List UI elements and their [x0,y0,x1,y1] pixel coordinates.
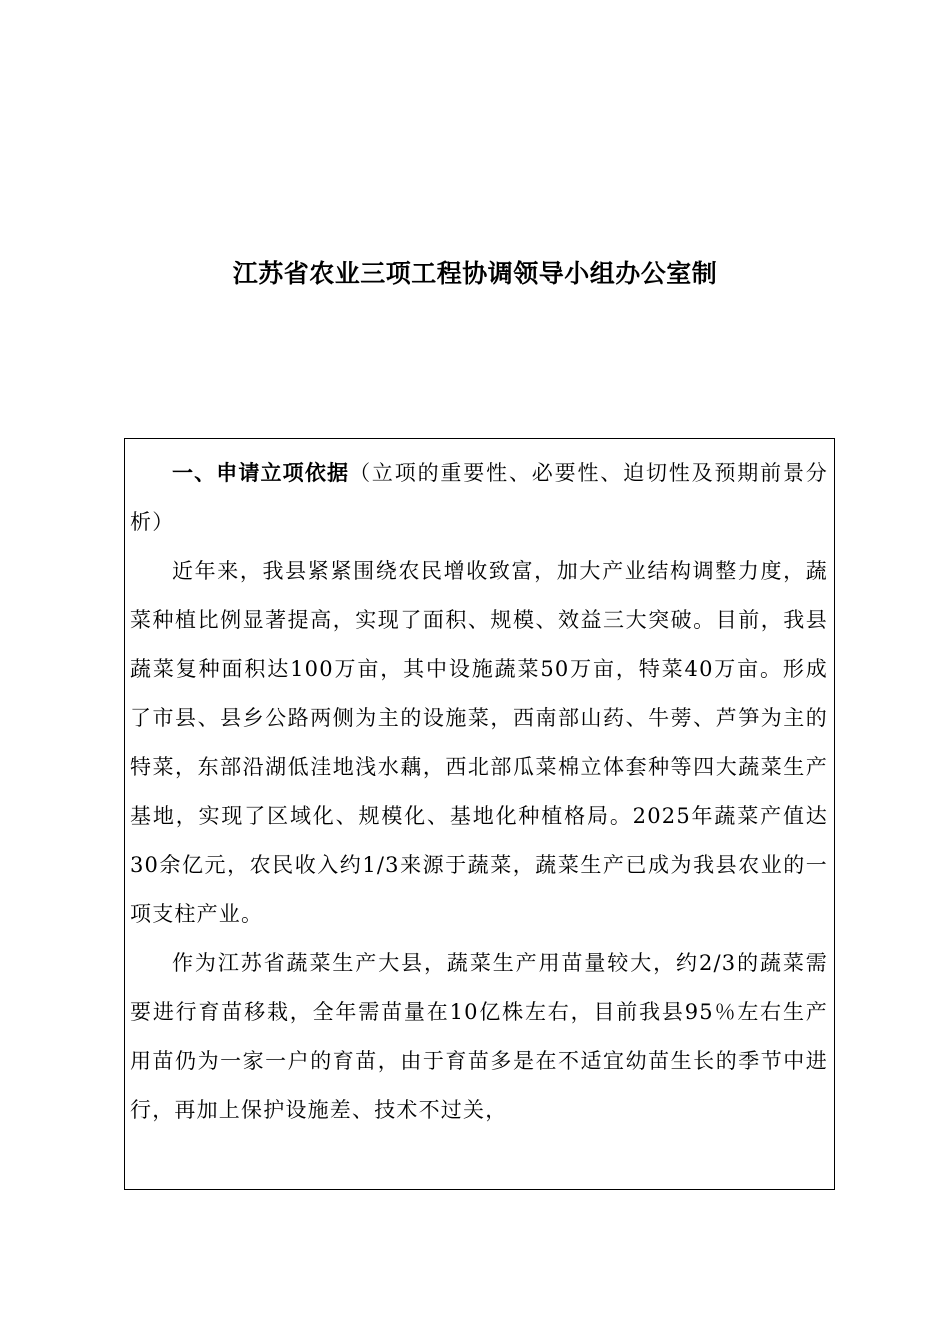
content-inner [125,439,834,1135]
document-org-title: 江苏省农业三项工程协调领导小组办公室制 [232,259,718,288]
body-paragraph-2: 作为江苏省蔬菜生产大县，蔬菜生产用苗量较大，约2/3的蔬菜需要进行育苗移栽，全年需苗量在10亿株左右，目前我县95％左右生产用苗仍为一家一户的育苗，由于育苗多是在不适宜幼苗生长的季节中进行，再加上保护设施差、技术不过关， [130,951,828,1122]
section-heading: 一、申请立项依据 [172,461,350,485]
body-paragraph-1: 近年来，我县紧紧围绕农民增收致富，加大产业结构调整力度，蔬菜种植比例显著提高，实现了面积、规模、效益三大突破。目前，我县蔬菜复种面积达100万亩，其中设施蔬菜50万亩，特菜40万亩。形成了市县、县乡公路两侧为主的设施菜，西南部山药、牛蒡、芦笋为主的特菜，东部沿湖低洼地浅水藕，西北部瓜菜棉立体套种等四大蔬菜生产基地，实现了区域化、规模化、基地化种植格局。2025年蔬菜产值达30余亿元，农民收入约1/3来源于蔬菜，蔬菜生产已成为我县农业的一项支柱产业。 [130,559,828,926]
section-heading-paragraph [130,449,828,547]
application-content-box [124,438,835,1190]
section-heading-note: （立项的重要性、必要性、迫切性及预期前景分析） [130,461,829,534]
